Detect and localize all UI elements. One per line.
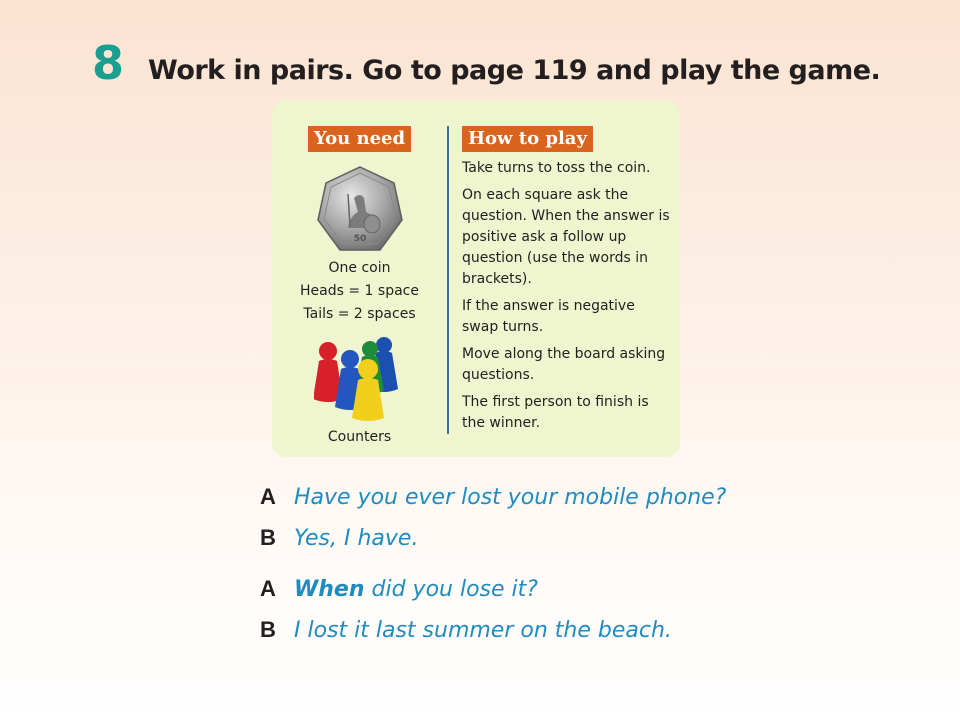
- you-need-heading: You need: [308, 126, 411, 152]
- game-info-panel: [272, 100, 680, 457]
- speaker-label: A: [260, 484, 276, 509]
- speaker-label: B: [260, 617, 276, 642]
- dialogue-line: [260, 525, 860, 566]
- dialogue-text: [294, 577, 538, 602]
- you-need-column: [272, 126, 447, 445]
- speaker-label: A: [260, 576, 276, 601]
- dialogue-text-rest: did you lose it?: [364, 577, 538, 602]
- dialogue-text: I lost it last summer on the beach.: [294, 618, 672, 643]
- question-word: When: [294, 577, 365, 602]
- coin-icon: [314, 164, 406, 256]
- coin-image: [314, 164, 406, 256]
- how-to-play-heading: How to play: [462, 126, 593, 152]
- speaker-label: B: [260, 525, 276, 550]
- dialogue-text: Yes, I have.: [294, 526, 419, 551]
- dialogue-line: [260, 576, 860, 617]
- step-item: On each square ask the question. When the answer is positive ask a follow up question (use the words in brackets).: [462, 187, 670, 287]
- counters-caption: Counters: [327, 429, 392, 445]
- tails-rule: Tails = 2 spaces: [303, 306, 416, 322]
- dialogue-line: [260, 617, 860, 658]
- dialogue-line: [260, 484, 860, 525]
- example-dialogue: [260, 484, 860, 658]
- how-to-play-column: [462, 126, 672, 440]
- counters-image: [314, 333, 406, 423]
- coin-caption: One coin: [328, 260, 391, 276]
- exercise-instruction: Work in pairs. Go to page 119 and play the game.: [148, 55, 881, 86]
- step-item: Take turns to toss the coin.: [462, 160, 651, 176]
- exercise-heading: [92, 36, 880, 90]
- step-item: The first person to finish is the winner.: [462, 394, 649, 431]
- step-item: Move along the board asking questions.: [462, 346, 666, 383]
- counters-icon: [314, 333, 406, 423]
- heads-rule: Heads = 1 space: [300, 283, 419, 299]
- how-to-play-steps: [462, 158, 672, 434]
- step-item: If the answer is negative swap turns.: [462, 298, 635, 335]
- dialogue-text: Have you ever lost your mobile phone?: [294, 485, 727, 510]
- column-divider: [447, 126, 449, 434]
- exercise-number: 8: [92, 36, 125, 90]
- coin-value: 50: [353, 234, 366, 244]
